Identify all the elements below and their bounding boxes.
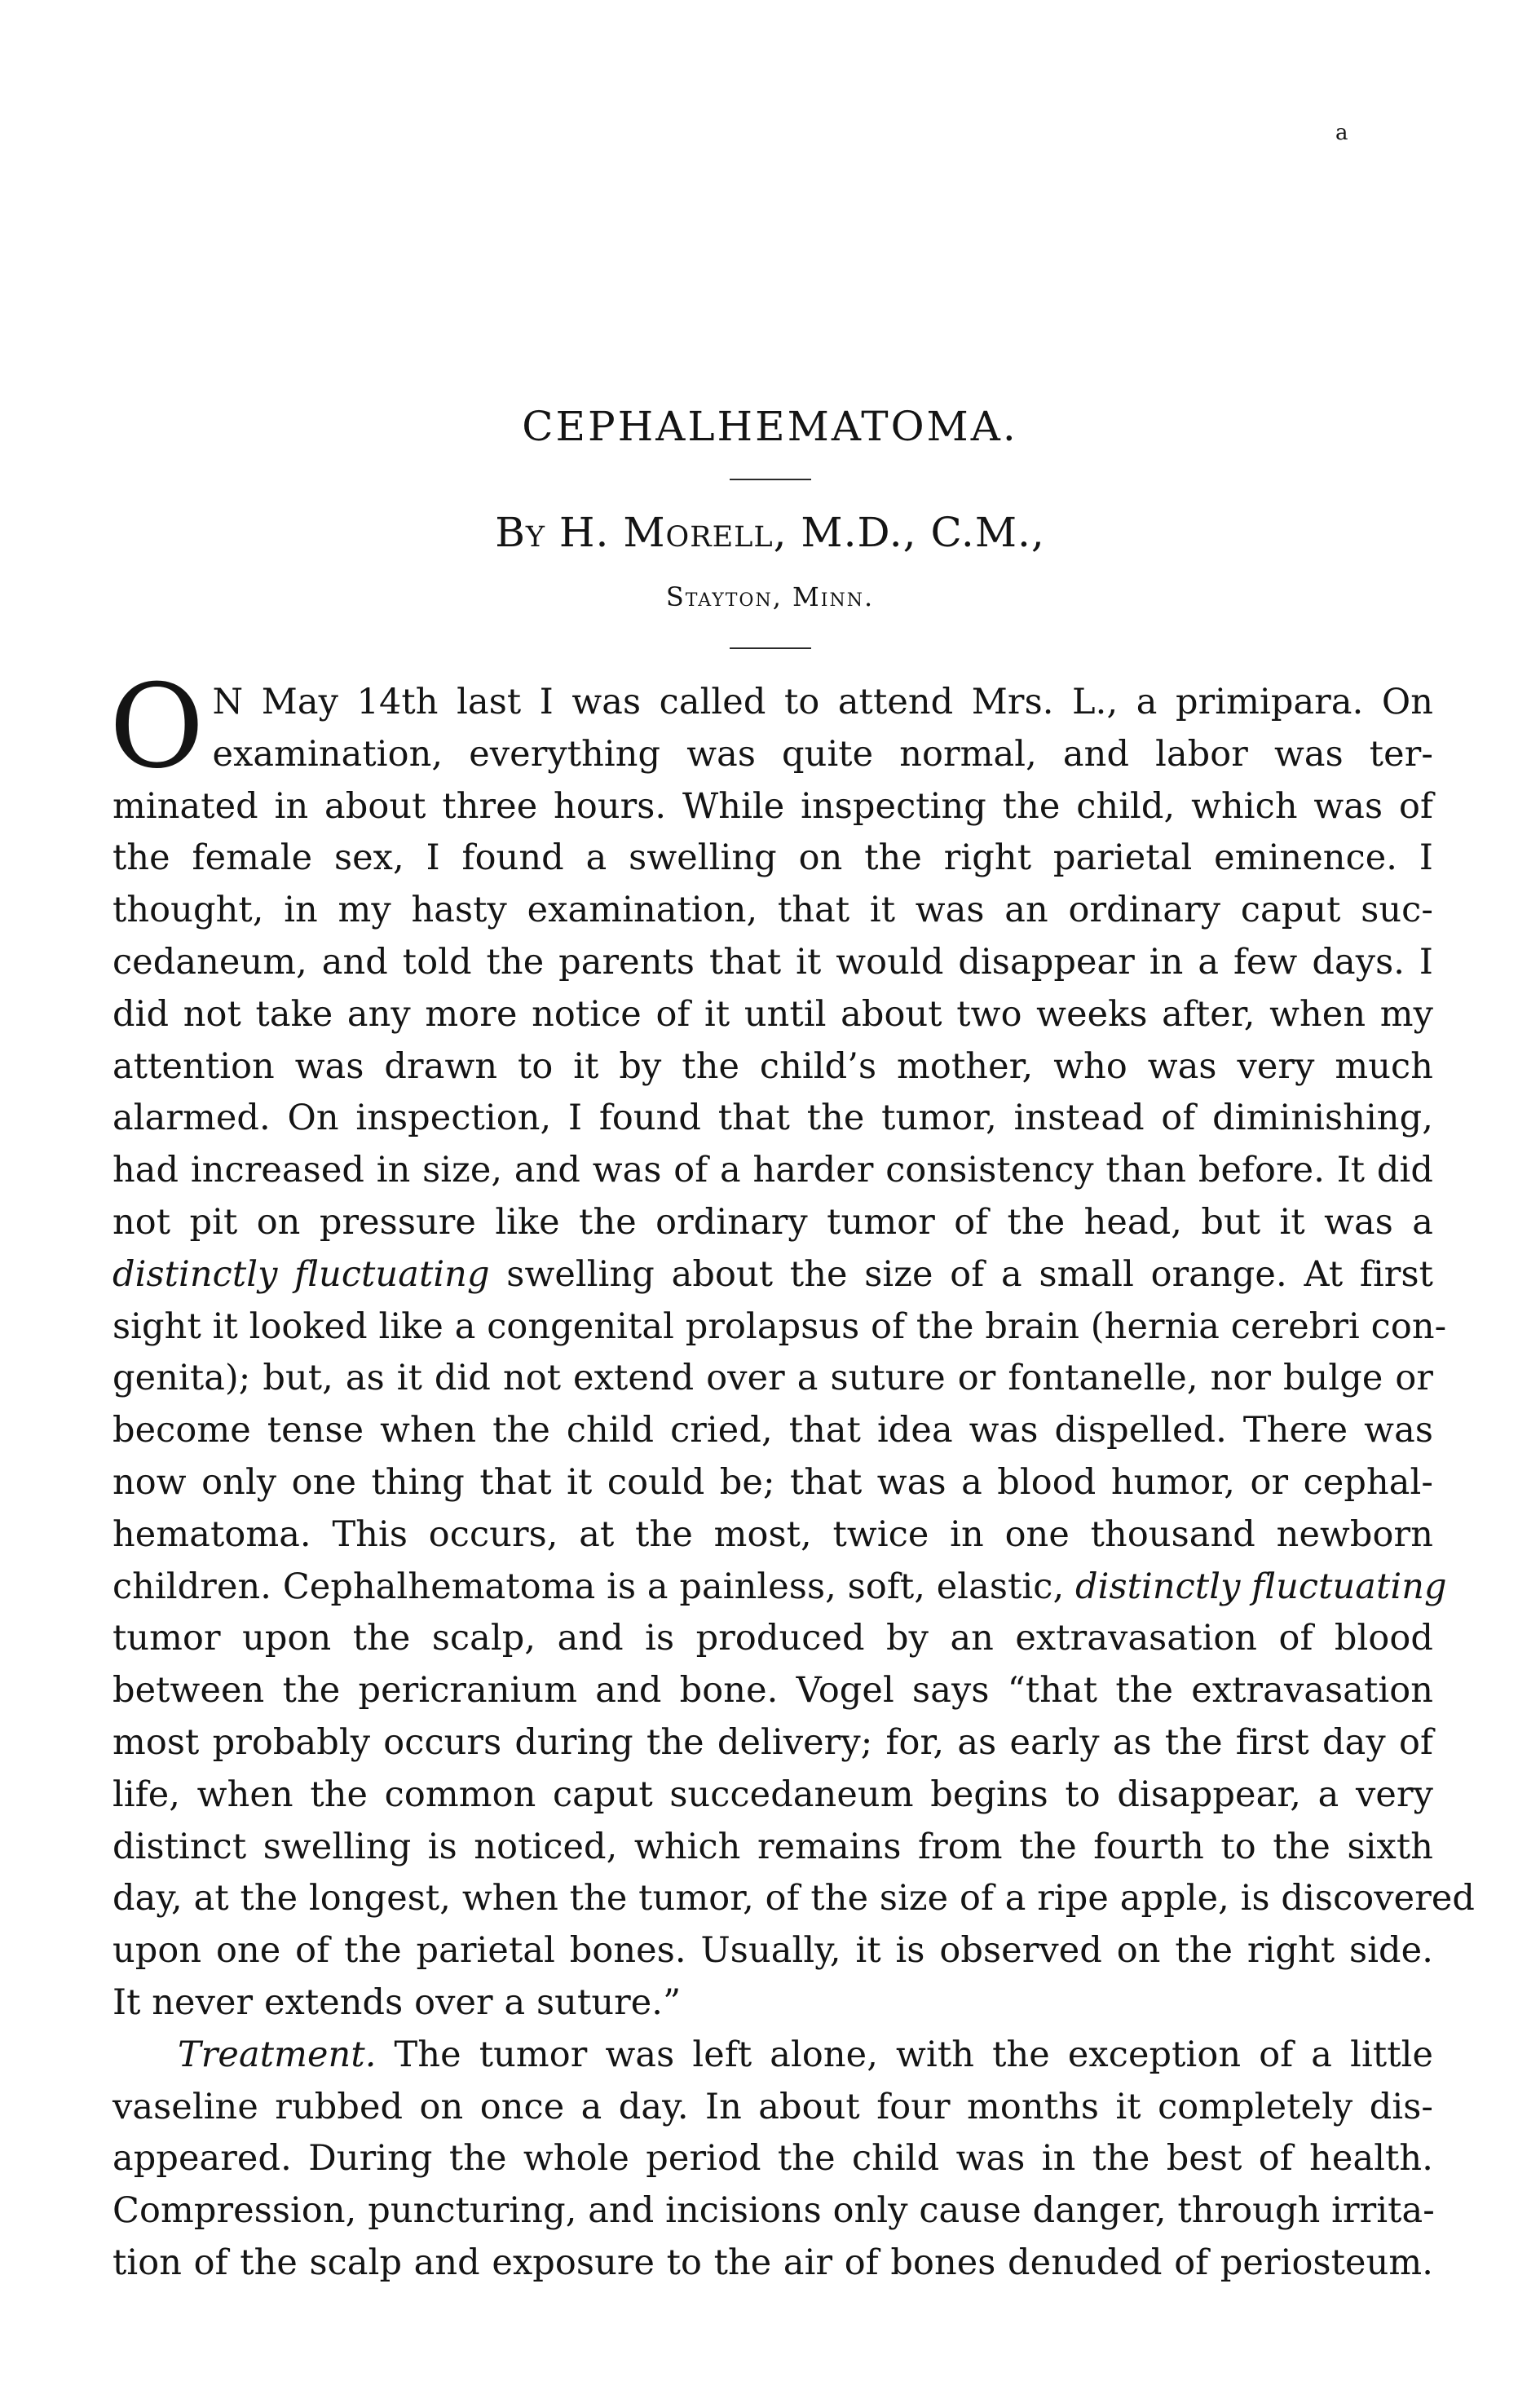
body-line: vaseline rubbed on once a day. In about four months it completely dis-	[113, 2086, 1433, 2127]
body-line: cedaneum, and told the parents that it would disappear in a few days. I	[113, 941, 1433, 983]
body-line	[113, 2030, 1433, 2082]
body-line: tion of the scalp and exposure to the air of bones denuded of periosteum.	[113, 2242, 1433, 2283]
line-text: children. Cephalhematoma is a painless, soft, elastic,	[113, 1566, 1076, 1607]
article-title: CEPHALHEMATOMA.	[522, 403, 1018, 450]
body-line: become tense when the child cried, that idea was dispelled. There was	[113, 1410, 1433, 1451]
body-line: day, at the longest, when the tumor, of the size of a ripe apple, is discovered	[113, 1878, 1476, 1919]
body-line: attention was drawn to it by the child’s mother, who was very much	[113, 1045, 1433, 1087]
body-line: most probably occurs during the delivery; for, as early as the first day of	[113, 1721, 1433, 1763]
body-line: had increased in size, and was of a harder consistency than before. It did	[113, 1150, 1433, 1191]
line-text: The tumor was left alone, with the exception of a little	[376, 2034, 1433, 2075]
body-line: distinct swelling is noticed, which remains from the fourth to the sixth	[113, 1826, 1433, 1867]
body-line: Compression, puncturing, and incisions only cause danger, through irrita-	[113, 2190, 1435, 2232]
italic-phrase: distinctly fluctuating	[1075, 1566, 1447, 1607]
body-line	[113, 1249, 1433, 1301]
body-line	[113, 1562, 1447, 1614]
body-line: minated in about three hours. While inspecting the child, which was of	[113, 785, 1433, 827]
body-line: genita); but, as it did not extend over a suture or fontanelle, nor bulge or	[113, 1358, 1433, 1399]
body-line: thought, in my hasty examination, that it was an ordinary caput suc-	[113, 890, 1433, 931]
body-line: not pit on pressure like the ordinary tumor of the head, but it was a	[113, 1201, 1433, 1243]
header-divider	[730, 647, 811, 649]
body-line: hematoma. This occurs, at the most, twice in one thousand newborn	[113, 1513, 1433, 1555]
body-line: sight it looked like a congenital prolapsus of the brain (hernia cerebri con-	[113, 1305, 1447, 1347]
body-line: alarmed. On inspection, I found that the tumor, instead of diminishing,	[113, 1098, 1433, 1139]
drop-cap: O	[109, 660, 205, 794]
body-line: N May 14th last I was called to attend Mrs. L., a primipara. On	[212, 682, 1433, 722]
article-body	[109, 660, 1476, 2290]
body-line: between the pericranium and bone. Vogel says “that the extravasation	[113, 1670, 1433, 1712]
author-location: Stayton, Minn.	[665, 581, 875, 612]
title-divider	[730, 479, 811, 480]
body-line: the female sex, I found a swelling on the right parietal eminence. I	[113, 837, 1433, 879]
body-line: life, when the common caput succedaneum begins to disappear, a very	[113, 1774, 1433, 1815]
author-byline: By H. Morell, M.D., C.M.,	[495, 509, 1045, 556]
italic-phrase: distinctly fluctuating	[113, 1253, 490, 1295]
body-line: did not take any more notice of it until about two weeks after, when my	[113, 993, 1433, 1035]
body-line: now only one thing that it could be; that was a blood humor, or cephal-	[113, 1461, 1433, 1503]
page-corner-mark: a	[1335, 121, 1348, 145]
body-line: It never extends over a suture.”	[113, 1981, 682, 2023]
body-line: tumor upon the scalp, and is produced by an extravasation of blood	[113, 1618, 1433, 1659]
treatment-heading: Treatment.	[178, 2034, 377, 2075]
body-line: upon one of the parietal bones. Usually, it is observed on the right side.	[113, 1930, 1433, 1972]
body-line: examination, everything was quite normal, and labor was ter-	[212, 733, 1433, 775]
body-line: appeared. During the whole period the child was in the best of health.	[113, 2138, 1433, 2180]
line-text: swelling about the size of a small orange. At first	[489, 1253, 1433, 1295]
